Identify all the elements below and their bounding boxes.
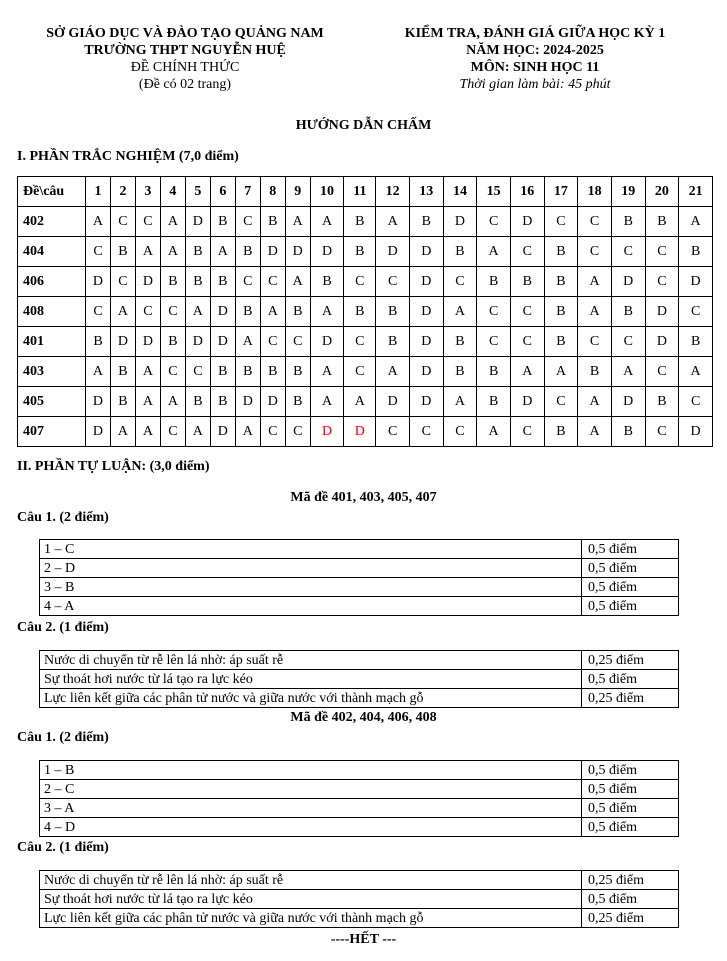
table-row [40, 761, 679, 780]
answer-cell: B [645, 207, 679, 237]
score-cell: 0,25 điểm [582, 689, 679, 708]
answer-cell: D [86, 387, 111, 417]
answer-cell: C [86, 297, 111, 327]
answer-cell: C [160, 417, 185, 447]
table-row [40, 818, 679, 837]
answer-cell: D [376, 387, 410, 417]
subject: MÔN: SINH HỌC 11 [470, 60, 600, 75]
answer-cell: B [544, 417, 578, 447]
question-number: 21 [679, 177, 713, 207]
answer-cell: B [344, 297, 376, 327]
answer-cell: D [645, 327, 679, 357]
answer-cell: C [409, 417, 443, 447]
group1-title: Mã đề 401, 403, 405, 407 [290, 490, 437, 505]
question-number: 20 [645, 177, 679, 207]
answer-cell: D [235, 387, 260, 417]
exam-code: 407 [18, 417, 86, 447]
answer-cell: B [510, 267, 544, 297]
answer-text: Lực liên kết giữa các phân tử nước và giữa nước với thành mạch gỗ [40, 689, 582, 708]
answer-cell: A [578, 387, 612, 417]
answer-cell: C [110, 207, 135, 237]
answer-cell: A [86, 357, 111, 387]
exam-code: 405 [18, 387, 86, 417]
table-row [40, 909, 679, 928]
answer-cell: D [611, 267, 645, 297]
table-row [40, 540, 679, 559]
table-row [18, 267, 713, 297]
answer-cell: B [544, 297, 578, 327]
table-row [18, 417, 713, 447]
answer-cell: B [645, 387, 679, 417]
exam-code: 402 [18, 207, 86, 237]
answer-cell: D [344, 417, 376, 447]
department-name: SỞ GIÁO DỤC VÀ ĐÀO TẠO QUẢNG NAM [46, 26, 324, 41]
answer-cell: B [310, 267, 344, 297]
answer-cell: C [544, 387, 578, 417]
header-right [370, 25, 700, 93]
question-number: 3 [135, 177, 160, 207]
answer-cell: B [210, 387, 235, 417]
answer-cell: B [185, 267, 210, 297]
answer-cell: A [260, 297, 285, 327]
answer-cell: C [510, 237, 544, 267]
answer-text: Sự thoát hơi nước từ lá tạo ra lực kéo [40, 670, 582, 689]
answer-cell: A [443, 387, 477, 417]
score-cell: 0,5 điểm [582, 670, 679, 689]
answer-cell: A [185, 297, 210, 327]
table-row [40, 799, 679, 818]
answer-cell: A [510, 357, 544, 387]
table-row [18, 327, 713, 357]
question-number: 6 [210, 177, 235, 207]
table-row [18, 357, 713, 387]
score-cell: 0,5 điểm [582, 761, 679, 780]
answer-cell: D [611, 387, 645, 417]
answer-cell: D [409, 327, 443, 357]
answer-cell: C [679, 387, 713, 417]
answer-cell: A [185, 417, 210, 447]
table-row [18, 207, 713, 237]
answer-text: 1 – C [40, 540, 582, 559]
group1-q2-title: Câu 2. (1 điểm) [17, 620, 109, 635]
answer-cell: B [185, 237, 210, 267]
answer-cell: B [110, 237, 135, 267]
answer-cell: C [135, 297, 160, 327]
answer-cell: D [310, 417, 344, 447]
answer-cell: A [477, 417, 511, 447]
answer-text: 3 – A [40, 799, 582, 818]
question-number: 12 [376, 177, 410, 207]
score-cell: 0,5 điểm [582, 578, 679, 597]
answer-cell: B [235, 297, 260, 327]
answer-text: 4 – A [40, 597, 582, 616]
question-number: 19 [611, 177, 645, 207]
answer-cell: C [86, 237, 111, 267]
answer-cell: C [510, 327, 544, 357]
question-number: 13 [409, 177, 443, 207]
exam-code: 408 [18, 297, 86, 327]
answer-cell: A [679, 357, 713, 387]
answer-cell: B [260, 207, 285, 237]
answer-cell: D [210, 417, 235, 447]
answer-cell: B [376, 297, 410, 327]
group2-q2-table [39, 870, 679, 928]
answer-cell: B [477, 267, 511, 297]
answer-cell: C [260, 417, 285, 447]
answer-cell: A [578, 417, 612, 447]
question-number: 14 [443, 177, 477, 207]
table-row [40, 670, 679, 689]
answer-cell: B [210, 357, 235, 387]
table-row [18, 237, 713, 267]
time-limit: Thời gian làm bài: 45 phút [459, 77, 611, 92]
answer-cell: A [160, 387, 185, 417]
official-label: ĐỀ CHÍNH THỨC [130, 60, 240, 75]
question-number: 17 [544, 177, 578, 207]
answer-cell: C [185, 357, 210, 387]
answer-cell: C [344, 267, 376, 297]
answer-cell: D [86, 267, 111, 297]
answer-cell: B [443, 357, 477, 387]
table-row [40, 871, 679, 890]
question-number: 7 [235, 177, 260, 207]
answer-cell: A [135, 237, 160, 267]
end-marker: ----HẾT --- [330, 932, 397, 947]
answer-cell: C [110, 267, 135, 297]
answer-cell: D [510, 387, 544, 417]
answer-cell: D [210, 327, 235, 357]
score-cell: 0,5 điểm [582, 597, 679, 616]
table-row [18, 387, 713, 417]
answer-cell: B [443, 327, 477, 357]
table-row [40, 780, 679, 799]
question-number: 8 [260, 177, 285, 207]
part2-title: II. PHẦN TỰ LUẬN: (3,0 điểm) [17, 459, 210, 474]
answer-cell: A [611, 357, 645, 387]
score-cell: 0,5 điểm [582, 780, 679, 799]
answer-cell: C [285, 417, 310, 447]
score-cell: 0,5 điểm [582, 890, 679, 909]
answer-cell: A [235, 417, 260, 447]
answer-cell: A [110, 297, 135, 327]
answer-cell: C [645, 357, 679, 387]
score-cell: 0,5 điểm [582, 818, 679, 837]
answer-cell: B [544, 267, 578, 297]
answer-cell: B [260, 357, 285, 387]
answer-cell: D [679, 417, 713, 447]
page-count-note: (Đề có 02 trang) [138, 77, 232, 92]
answer-cell: B [578, 357, 612, 387]
answer-cell: D [409, 297, 443, 327]
answer-cell: A [285, 267, 310, 297]
answer-cell: D [409, 387, 443, 417]
answer-text: Lực liên kết giữa các phân tử nước và giữa nước với thành mạch gỗ [40, 909, 582, 928]
mcq-corner-cell: Đề\câu [18, 177, 86, 207]
question-number: 15 [477, 177, 511, 207]
score-cell: 0,5 điểm [582, 799, 679, 818]
answer-cell: B [409, 207, 443, 237]
answer-cell: D [185, 207, 210, 237]
answer-cell: D [285, 237, 310, 267]
answer-cell: B [679, 237, 713, 267]
answer-cell: B [110, 357, 135, 387]
answer-cell: A [160, 207, 185, 237]
answer-cell: D [409, 357, 443, 387]
answer-cell: C [510, 297, 544, 327]
answer-cell: B [344, 237, 376, 267]
answer-cell: B [477, 357, 511, 387]
answer-cell: C [344, 327, 376, 357]
answer-cell: B [285, 387, 310, 417]
group2-title: Mã đề 402, 404, 406, 408 [290, 710, 437, 725]
answer-cell: A [477, 237, 511, 267]
answer-cell: B [285, 357, 310, 387]
mcq-answer-table [17, 176, 713, 447]
answer-cell: B [110, 387, 135, 417]
exam-code: 404 [18, 237, 86, 267]
answer-cell: D [185, 327, 210, 357]
answer-cell: B [611, 417, 645, 447]
answer-cell: C [578, 327, 612, 357]
answer-cell: A [578, 297, 612, 327]
question-number: 11 [344, 177, 376, 207]
answer-cell: B [285, 297, 310, 327]
answer-cell: D [510, 207, 544, 237]
answer-cell: A [544, 357, 578, 387]
answer-cell: B [477, 387, 511, 417]
answer-cell: C [443, 417, 477, 447]
answer-cell: B [344, 207, 376, 237]
answer-cell: D [409, 267, 443, 297]
group1-q2-table [39, 650, 679, 708]
answer-cell: B [443, 237, 477, 267]
score-cell: 0,25 điểm [582, 909, 679, 928]
answer-cell: C [645, 267, 679, 297]
answer-cell: D [86, 417, 111, 447]
answer-cell: C [679, 297, 713, 327]
answer-cell: B [235, 237, 260, 267]
question-number: 9 [285, 177, 310, 207]
answer-cell: C [578, 207, 612, 237]
answer-cell: B [185, 387, 210, 417]
table-row [40, 559, 679, 578]
answer-cell: B [210, 207, 235, 237]
answer-cell: C [160, 297, 185, 327]
answer-cell: D [260, 237, 285, 267]
answer-cell: C [160, 357, 185, 387]
answer-text: 1 – B [40, 761, 582, 780]
exam-code: 406 [18, 267, 86, 297]
answer-cell: A [344, 387, 376, 417]
answer-cell: A [443, 297, 477, 327]
answer-cell: B [611, 207, 645, 237]
answer-cell: A [310, 207, 344, 237]
answer-text: 4 – D [40, 818, 582, 837]
answer-cell: C [285, 327, 310, 357]
group2-q2-title: Câu 2. (1 điểm) [17, 840, 109, 855]
answer-cell: A [578, 267, 612, 297]
answer-text: 2 – C [40, 780, 582, 799]
answer-cell: C [510, 417, 544, 447]
answer-cell: D [110, 327, 135, 357]
score-cell: 0,5 điểm [582, 540, 679, 559]
answer-cell: A [679, 207, 713, 237]
answer-cell: C [611, 327, 645, 357]
answer-cell: D [443, 207, 477, 237]
answer-cell: A [160, 237, 185, 267]
answer-cell: D [135, 327, 160, 357]
answer-cell: A [310, 297, 344, 327]
group2-q1-table [39, 760, 679, 837]
exam-code: 403 [18, 357, 86, 387]
answer-cell: D [376, 237, 410, 267]
answer-cell: C [376, 417, 410, 447]
answer-cell: A [310, 357, 344, 387]
exam-code: 401 [18, 327, 86, 357]
answer-cell: D [210, 297, 235, 327]
answer-cell: B [235, 357, 260, 387]
answer-cell: B [86, 327, 111, 357]
table-row [40, 651, 679, 670]
answer-cell: B [679, 327, 713, 357]
table-row [40, 689, 679, 708]
score-cell: 0,25 điểm [582, 871, 679, 890]
answer-cell: A [285, 207, 310, 237]
table-row [40, 578, 679, 597]
answer-cell: D [310, 327, 344, 357]
answer-cell: C [135, 207, 160, 237]
score-cell: 0,5 điểm [582, 559, 679, 578]
answer-cell: C [544, 207, 578, 237]
part1-title: I. PHẦN TRẮC NGHIỆM (7,0 điểm) [17, 149, 239, 164]
answer-text: Nước di chuyển từ rễ lên lá nhờ: áp suất rễ [40, 651, 582, 670]
answer-cell: D [645, 297, 679, 327]
answer-cell: A [135, 387, 160, 417]
answer-cell: B [544, 237, 578, 267]
school-year: NĂM HỌC: 2024-2025 [466, 43, 604, 58]
answer-cell: C [645, 417, 679, 447]
answer-cell: D [260, 387, 285, 417]
answer-cell: A [86, 207, 111, 237]
exam-title: KIỂM TRA, ĐÁNH GIÁ GIỮA HỌC KỲ 1 [404, 26, 666, 41]
answer-cell: B [376, 327, 410, 357]
question-number: 5 [185, 177, 210, 207]
answer-cell: B [160, 267, 185, 297]
answer-cell: C [477, 327, 511, 357]
answer-text: 3 – B [40, 578, 582, 597]
mcq-header-row [18, 177, 713, 207]
answer-cell: C [477, 297, 511, 327]
answer-cell: B [611, 297, 645, 327]
answer-cell: C [260, 327, 285, 357]
answer-cell: A [135, 417, 160, 447]
answer-text: 2 – D [40, 559, 582, 578]
table-row [40, 890, 679, 909]
question-number: 1 [86, 177, 111, 207]
answer-cell: C [376, 267, 410, 297]
doc-title: HƯỚNG DẪN CHẤM [295, 118, 432, 133]
answer-cell: A [310, 387, 344, 417]
header-left [20, 25, 350, 93]
question-number: 16 [510, 177, 544, 207]
answer-cell: C [235, 267, 260, 297]
score-cell: 0,25 điểm [582, 651, 679, 670]
question-number: 10 [310, 177, 344, 207]
answer-cell: C [578, 237, 612, 267]
answer-cell: C [611, 237, 645, 267]
answer-cell: A [376, 207, 410, 237]
answer-cell: C [477, 207, 511, 237]
answer-cell: B [160, 327, 185, 357]
answer-cell: D [679, 267, 713, 297]
table-row [18, 297, 713, 327]
answer-cell: C [260, 267, 285, 297]
answer-cell: D [310, 237, 344, 267]
answer-cell: B [544, 327, 578, 357]
group1-q1-title: Câu 1. (2 điểm) [17, 510, 109, 525]
answer-cell: A [376, 357, 410, 387]
answer-text: Nước di chuyển từ rễ lên lá nhờ: áp suất rễ [40, 871, 582, 890]
group2-q1-title: Câu 1. (2 điểm) [17, 730, 109, 745]
answer-text: Sự thoát hơi nước từ lá tạo ra lực kéo [40, 890, 582, 909]
question-number: 18 [578, 177, 612, 207]
answer-cell: A [210, 237, 235, 267]
answer-cell: A [135, 357, 160, 387]
answer-cell: D [135, 267, 160, 297]
table-row [40, 597, 679, 616]
group1-q1-table [39, 539, 679, 616]
answer-cell: C [235, 207, 260, 237]
answer-cell: A [110, 417, 135, 447]
answer-cell: C [645, 237, 679, 267]
answer-cell: A [235, 327, 260, 357]
question-number: 2 [110, 177, 135, 207]
answer-cell: C [443, 267, 477, 297]
answer-cell: B [210, 267, 235, 297]
school-name: TRƯỜNG THPT NGUYỄN HUỆ [84, 43, 286, 58]
question-number: 4 [160, 177, 185, 207]
answer-cell: D [409, 237, 443, 267]
answer-cell: C [344, 357, 376, 387]
